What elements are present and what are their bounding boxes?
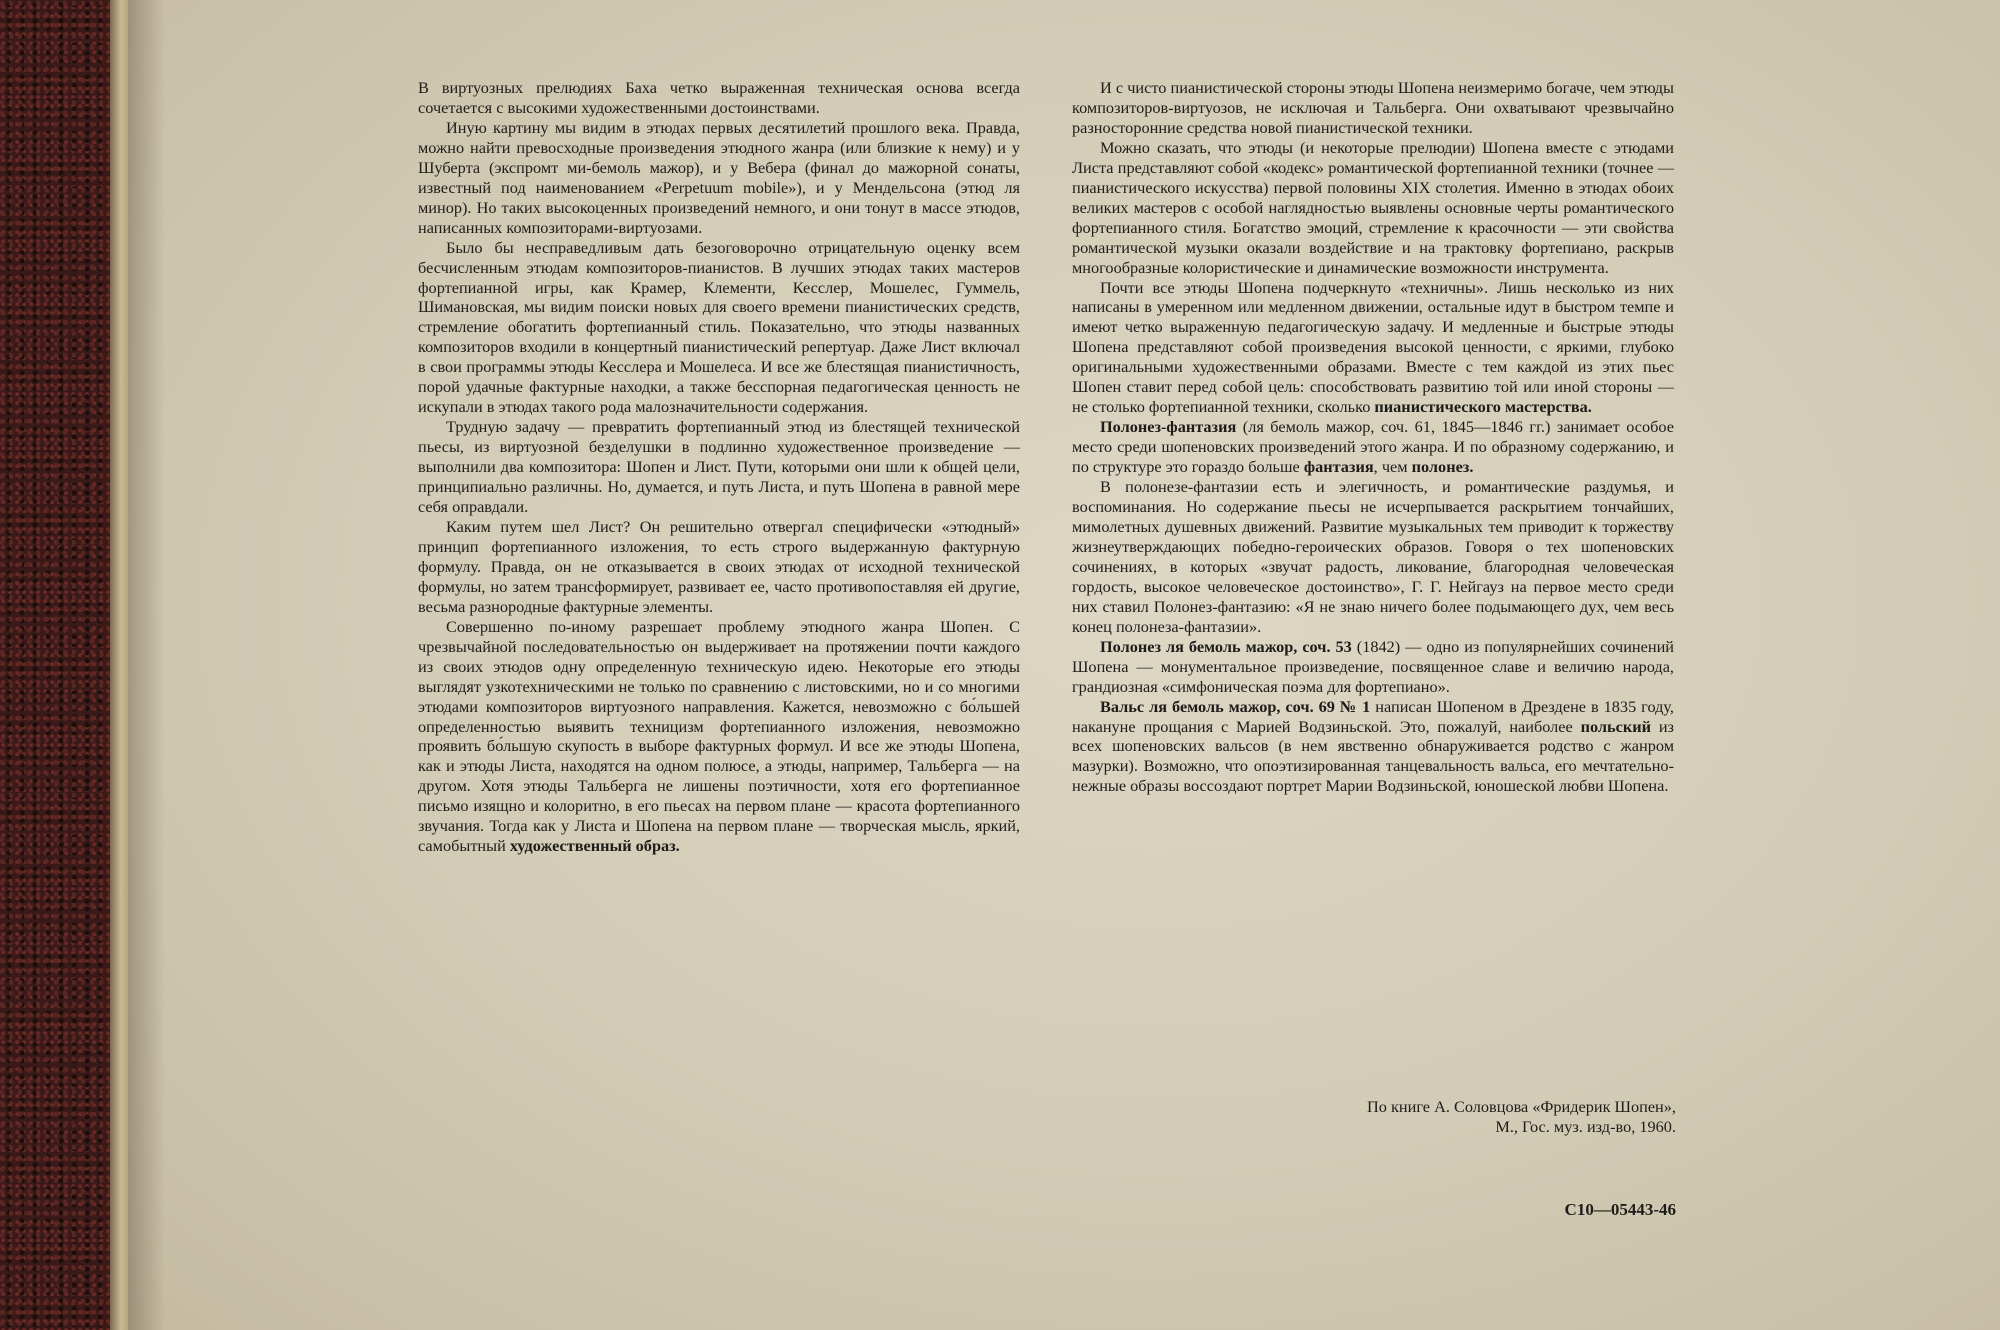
paragraph <box>1072 417 1674 477</box>
paragraph-text: Совершенно по-иному разрешает проблему этюдного жанра Шопен. С чрезвычайной последовательностью он выдерживает на протяжении почти каждого из своих этюдов одну определенную техническую идею. Некоторые его этюды выглядят узкотехническими не только по сравнению с листовскими, но и со многими этюдами композиторов виртуозного направления. Кажется, невозможно с бо́льшей определенностью выявить техницизм фортепианного изложения, невозможно проявить бо́льшую скупость в выборе фактурных формул. И все же этюды Шопена, как и этюды Листа, находятся на одном полюсе, а этюды, например, Тальберга — на другом. Хотя этюды Тальберга не лишены поэтичности, хотя его фортепианное письмо изящно и колоритно, в его пьесах на первом плане — красота фортепианного звучания. Тогда как у Листа и Шопена на первом плане — творческая мысль, яркий, самобытный <box>418 616 1020 856</box>
paragraph: В виртуозных прелюдиях Баха четко выраженная техническая основа всегда сочетается с высокими художественными достоинствами. <box>418 78 1020 117</box>
paragraph: Было бы несправедливым дать безоговорочно отрицательную оценку всем бесчисленным этюдам композиторов-пианистов. В лучших этюдах таких мастеров фортепианной игры, как Крамер, Клементи, Кесслер, Мошелес, Гуммель, Шимановская, мы видим поиски новых для своего времени пианистических средств, стремление обогатить фортепианный стиль. Показательно, что этюды названных композиторов входили в концертный пианистический репертуар. Даже Лист включал в свои программы этюды Кесслера и Мошелеса. И все же блестящая пианистичность, порой удачные фактурные находки, а также бесспорная педагогическая ценность не искупали в этюдах такого рода малозначительности содержания. <box>418 237 1020 417</box>
bold-text: Вальс ля бемоль мажор, соч. 69 № 1 <box>1100 696 1371 716</box>
bold-text: художественный образ. <box>509 836 680 856</box>
bold-text: фантазия <box>1303 457 1374 477</box>
paragraph <box>418 617 1020 856</box>
credit-line: М., Гос. муз. изд-во, 1960. <box>1495 1117 1676 1136</box>
paragraph: Можно сказать, что этюды (и некоторые прелюдии) Шопена вместе с этюдами Листа представляют собой «кодекс» романтической фортепианной техники (точнее — пианистического искусства) первой половины XIX столетия. Именно в этюдах обоих великих мастеров с особой наглядностью выявлены основные черты романтического фортепианного стиля. Богатство эмоций, стремление к красочности — эти свойства романтической музыки оказали воздействие и на трактовку фортепиано, раскрыв многообразные колористические и динамические возможности инструмента. <box>1072 137 1674 277</box>
bold-text: полонез. <box>1411 457 1474 477</box>
page <box>125 0 2000 1330</box>
source-credit <box>1180 1097 1676 1137</box>
bold-text: Полонез ля бемоль мажор, соч. 53 <box>1100 636 1352 656</box>
paragraph <box>1072 637 1674 697</box>
paragraph: И с чисто пианистической стороны этюды Шопена неизмеримо богаче, чем этюды композиторов-виртуозов, не исключая и Тальберга. Они охватывают чрезвычайно разносторонние средства новой пианистической техники. <box>1072 78 1674 137</box>
paragraph-text: из всех шопеновских вальсов (в нем явственно обнаруживается родство с жанром мазурки). Возможно, что опоэтизированная танцевальность вальса, его мечтательно-нежные образы воссоздают портрет Марии Водзиньской, юношеской любви Шопена. <box>1072 716 1674 796</box>
left-column <box>418 78 1020 856</box>
right-column <box>1072 78 1674 796</box>
paragraph-text: написан Шопеном в Дрездене в 1835 году, накануне прощания с Марией Водзиньской. Это, пожалуй, наиболее <box>1072 696 1674 736</box>
paragraph: Каким путем шел Лист? Он решительно отвергал специфически «этюдный» принцип фортепианного изложения, то есть строго выдержанную фактурную формулу. Правда, он не отказывается в своих этюдах от исходной технической формулы, но затем трансформирует, развивает ее, часто противопоставляя ей другие, весьма разнородные фактурные элементы. <box>418 516 1020 616</box>
paragraph <box>1072 278 1674 418</box>
paragraph: Иную картину мы видим в этюдах первых десятилетий прошлого века. Правда, можно найти превосходные произведения этюдного жанра (или близкие к нему) и у Шуберта (экспромт ми-бемоль мажор), и у Вебера (финал до мажорной сонаты, известный под наименованием «Perpetuum mobile»), и у Мендельсона (этюд ля минор). Но таких высокоценных произведений немного, и они тонут в массе этюдов, написанных композиторами-виртуозами. <box>418 117 1020 237</box>
bold-text: Полонез-фантазия <box>1100 417 1237 437</box>
bold-text: пианистического мастерства. <box>1374 397 1592 417</box>
book-binding <box>0 0 125 1330</box>
catalog-code: С10—05443-46 <box>1564 1200 1676 1219</box>
paragraph <box>1072 697 1674 797</box>
bold-text: польский <box>1580 716 1652 736</box>
credit-line: По книге А. Соловцова «Фридерик Шопен», <box>1367 1097 1676 1116</box>
paragraph: В полонезе-фантазии есть и элегичность, и романтические раздумья, и воспоминания. Но содержание пьесы не исчерпывается раскрытием тончайших, мимолетных душевных движений. Развитие музыкальных тем приводит к торжеству жизнеутверждающих победно-героических образов. Говоря о тех шопеновских сочинениях, в которых «звучат радость, ликование, благородная человеческая гордость, высокое человеческое достоинство», Г. Г. Нейгауз на первое место среди них ставил Полонез-фантазию: «Я не знаю ничего более подымающего дух, чем весь конец полонеза-фантазии». <box>1072 477 1674 636</box>
paragraph-text: Почти все этюды Шопена подчеркнуто «техничны». Лишь несколько из них написаны в умеренном или медленном движении, остальные идут в быстром темпе и имеют четко выраженную педагогическую задачу. И медленные и быстрые этюды Шопена представляют собой произведения высокой ценности, с яркими, глубоко оригинальными художественными образами. Вместе с тем каждой из этих пьес Шопен ставит перед собой цель: способствовать развитию той или иной стороны — не столько фортепианной техники, сколько <box>1072 277 1674 417</box>
paragraph-text: (1842) — одно из популярнейших сочинений Шопена — монументальное произведение, посвященное славе и величию народа, грандиозная «симфоническая поэма для фортепиано». <box>1072 636 1674 696</box>
page-edge <box>110 0 128 1330</box>
paragraph-text: , чем <box>1373 457 1412 477</box>
paragraph: Трудную задачу — превратить фортепианный этюд из блестящей технической пьесы, из виртуозной безделушки в подлинно художественное произведение — выполнили два композитора: Шопен и Лист. Пути, которыми они шли к общей цели, принципиально различны. Но, думается, и путь Листа, и путь Шопена в равной мере себя оправдали. <box>418 417 1020 517</box>
paragraph-text: (ля бемоль мажор, соч. 61, 1845—1846 гг.) занимает особое место среди шопеновских произведений этого жанра. И по образному содержанию, и по структуре это гораздо больше <box>1072 417 1674 477</box>
page-gutter-shadow <box>125 0 165 1330</box>
